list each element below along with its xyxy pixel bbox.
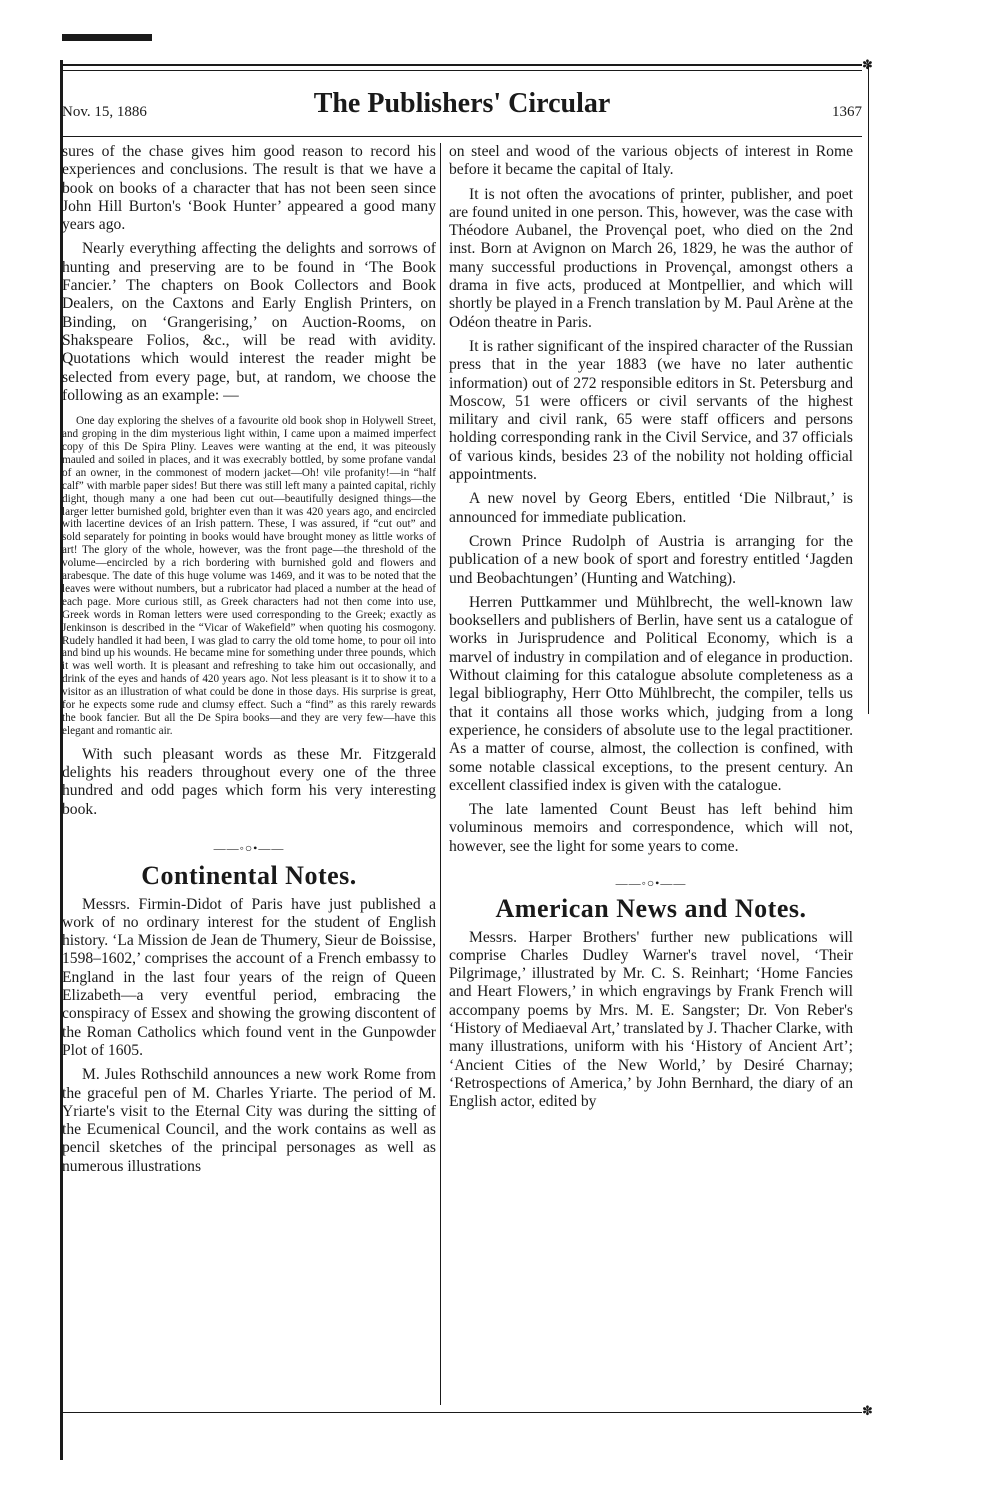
paragraph: Herren Puttkammer und Mühlbrecht, the well-known law booksellers and publishers of Berlin, have sent us a catalogue of works in Jurisprudence and Political Economy, which is a marvel of industry in compilation and of elegance in production. Without claiming for this catalogue absolute completeness as a legal bibliography, Herr Otto Mühlbrecht, the compiler, tells us that it contains all those works which, judging from a long experience, he considers of absolute use to the legal practitioner. As a matter of course, almost, the collection is confined, with some notable classical exceptions, to the present century. An excellent classified index is given with the catalogue.: [449, 593, 853, 794]
paragraph: Messrs. Harper Brothers' further new publications will comprise Charles Dudley Warner's travel novel, ‘Their Pilgrimage,’ illustrated by Mr. C. S. Reinhart; ‘Home Fancies and Heart Flowers,’ in which engravings by Frank French will accompany poems by Mrs. M. E. Sangster; Dr. Von Reber's ‘History of Mediaeval Art,’ translated by J. Thacher Clarke, with many illustrations, uniform with his ‘History of Ancient Art’; ‘Ancient Cities of the New World,’ by Desiré Charnay; ‘Retrospections of America,’ by John Bernhard, the diary of an English actor, edited by: [449, 928, 853, 1111]
column-divider: [440, 143, 441, 1405]
paragraph: A new novel by Georg Ebers, entitled ‘Die Nilbraut,’ is announced for immediate publication.: [449, 490, 853, 526]
block-quote: [62, 415, 436, 738]
section-title-american-news: American News and Notes.: [495, 894, 807, 924]
issue-date: Nov. 15, 1886: [62, 104, 147, 120]
paragraph: It is rather significant of the inspired character of the Russian press that in the year 1883 (we have no later authentic information) out of 272 responsible editors in St. Petersburg and Moscow, 51 were officers or civil servants of the highest military and civil rank, 65 were staff officers and persons holding corresponding rank in the Civil Service, and 37 officials of various kinds, besides 23 of the nobility not holding official appointments.: [449, 337, 853, 484]
paragraph: Nearly everything affecting the delights and sorrows of hunting and preserving are to be found in ‘The Book Fancier.’ The chapters on Book Collectors and Book Dealers, on the Caxtons and Early English Printers, on Binding, on ‘Grangerising,’ on Auction-Rooms, on Shakspeare Folios, &c., will be read with avidity. Quotations which would interest the reader might be selected from every page, but, at random, we choose the following as an example: —: [62, 240, 436, 404]
bottom-border-rule: [62, 1412, 862, 1413]
top-border-rule: [62, 64, 862, 66]
paragraph: M. Jules Rothschild announces a new work Rome from the graceful pen of M. Charles Yriarte. The period of M. Yriarte's visit to the Eternal City was during the sitting of the Ecumenical Council, and the work contains as well as pencil sketches of the principal personages as well as numerous illustrations: [62, 1066, 436, 1175]
page-header: [62, 88, 862, 128]
paragraph: With such pleasant words as these Mr. Fitzgerald delights his readers throughout every one of the three hundred and odd pages which form his very interesting book.: [62, 745, 436, 818]
left-column: [62, 143, 436, 1182]
section-title-continental-notes: Continental Notes.: [141, 861, 357, 891]
quote-text: One day exploring the shelves of a favourite old book shop in Holywell Street, and groping in the dim mysterious light within, I came upon a maimed imperfect copy of this De Spira Pliny. Leaves were wanting at the end, it was piteously mauled and soiled in places, and it was execrably bottled, by some profane vandal of an owner, in the commonest of modern jacket—Oh! vile profanity!—in “half calf” with marble paper sides! But there was still left many a painted capital, richly dight, though many a one had been cut out—beautifully designed things—the larger letter burnished gold, brighter even than it was 420 years ago, and encircled with lacertine devices of an Irish pattern. These, I was assured, if “cut out” and sold separately for pointing in books would have brought money as little works of art! The glory of the whole, however, was the front page—the threshold of the volume—encircled by a rich bordering with burnished gold and flowers and arabesque. The date of this huge volume was 1469, and it was to be noted that the leaves were without numbers, but a rubricator had placed a number at the head of each page. More curious still, as Greek characters had not then come into use, Greek words in Roman letters were used corresponding to the Greek; exactly as Jenkinson is described in the “Vicar of Wakefield” when quoting his cosmogony. Rudely handled it had been, I was glad to carry the old tome home, to pour oil into and bind up his wounds. He became mine for something under three pounds, which it was well worth. It is pleasant and refreshing to take him out occasionally, and drink of the eyes and hands of 420 years ago. Not less pleasant is it to show it to a visitor as an illustration of what could be done in those days. His surprise is great, for he expects some rude and clumsy effect. Such a “find” as this rarely rewards the book fancier. But all the De Spira books—and they are very few—have this elegant and romantic air.: [62, 415, 436, 737]
paragraph: on steel and wood of the various objects of interest in Rome before it became the capital of Italy.: [449, 143, 853, 179]
right-column: [449, 143, 853, 1118]
corner-ornament-icon: ✽: [862, 57, 873, 72]
top-bar-mark: [62, 34, 152, 41]
paragraph: Messrs. Firmin-Didot of Paris have just published a work of no ordinary interest for the student of English history. ‘La Mission de Jean de Thumery, Sieur de Boissise, 1598–1602,’ comprises the account of a French embassy to England in the last four years of the reign of Queen Elizabeth—a very eventful period, embracing the conspiracy of Essex and showing the growing discontent of the Roman Catholics which found vent in the Gunpowder Plot of 1605.: [62, 895, 436, 1059]
corner-ornament-icon: ✽: [862, 1403, 873, 1418]
right-margin-rule: [868, 64, 869, 714]
top-border-rule-thin: [62, 70, 862, 71]
section-separator: ——◦○•——: [213, 841, 285, 855]
paragraph: Crown Prince Rudolph of Austria is arranging for the publication of a new book of sport and forestry entitled ‘Jagden und Beobachtungen’ (Hunting and Watching).: [449, 532, 853, 587]
journal-title: The Publishers' Circular: [313, 88, 611, 119]
paragraph: The late lamented Count Beust has left behind him voluminous memoirs and correspondence, which will not, however, see the light for some years to come.: [449, 801, 853, 855]
page-number: 1367: [832, 104, 862, 120]
header-rule: [62, 136, 862, 137]
paragraph: sures of the chase gives him good reason to record his experiences and conclusions. The result is that we have a book on books of a character that has not been seen since John Hill Burton's ‘Book Hunter’ appeared a good many years ago.: [62, 143, 436, 234]
paragraph: It is not often the avocations of printer, publisher, and poet are found united in one person. This, however, was the case with Théodore Aubanel, the Provençal poet, who died on the 2nd inst. Born at Avignon on March 26, 1829, he was the author of many successful productions in Provençal, amongst others a drama in five acts, produced at Montpellier, and which will shortly be played in a French translation by M. Paul Arène at the Odéon theatre in Paris.: [449, 185, 853, 331]
section-separator: ——◦○•——: [615, 875, 687, 890]
